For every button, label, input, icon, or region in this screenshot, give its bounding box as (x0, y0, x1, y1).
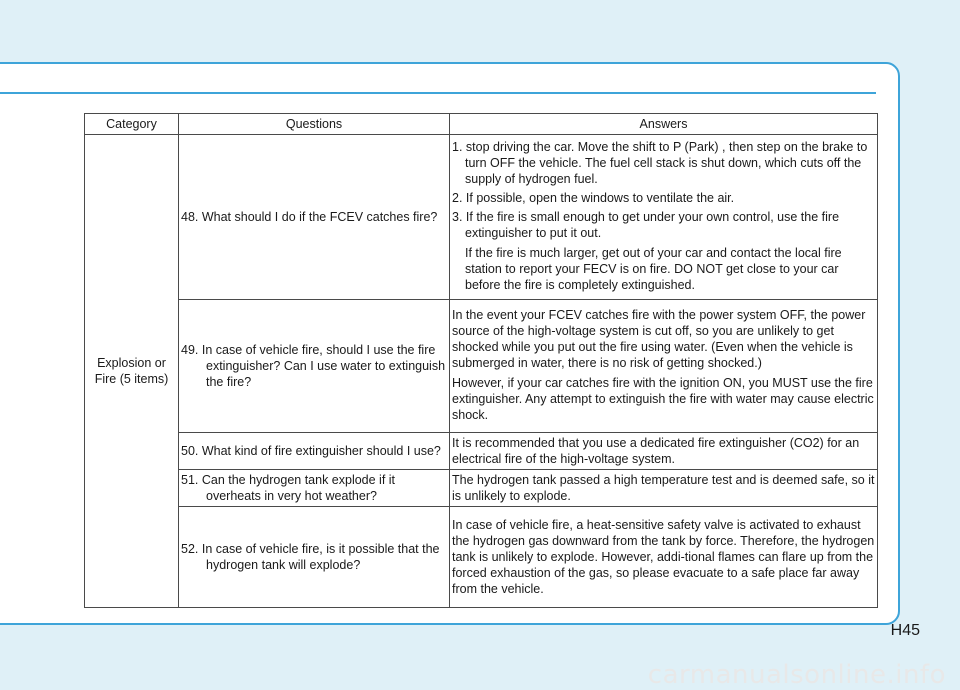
answer-text: It is recommended that you use a dedicated fire extinguisher (CO2) for an electrical fire of the high-voltage system. (452, 436, 860, 466)
column-header-category: Category (85, 114, 179, 135)
category-cell (85, 135, 179, 608)
question-text: 52. In case of vehicle fire, is it possible that the hydrogen tank will explode? (181, 542, 440, 572)
table-header-row (85, 114, 878, 135)
answer-step-3-note: If the fire is much larger, get out of your car and contact the local fire station to report your FECV is on fire. DO NOT get close to your car before the fire is completely extinguished. (465, 246, 842, 292)
question-text: 50. What kind of fire extinguisher should I use? (181, 444, 441, 458)
answer-cell (450, 507, 878, 608)
answer-step-1: 1. stop driving the car. Move the shift to P (Park) , then step on the brake to turn OFF the vehicle. The fuel cell stack is shut down, which cuts off the supply of hydrogen fuel. (452, 140, 868, 186)
category-label-line2: Fire (5 items) (94, 372, 169, 386)
question-cell (179, 300, 450, 433)
question-cell (179, 507, 450, 608)
table-row (85, 433, 878, 470)
table-row (85, 470, 878, 507)
answer-cell (450, 300, 878, 433)
question-cell (179, 470, 450, 507)
table-row (85, 135, 878, 300)
question-text: 51. Can the hydrogen tank explode if it overheats in very hot weather? (181, 473, 396, 503)
question-cell (179, 433, 450, 470)
question-cell (179, 135, 450, 300)
answer-paragraph-1: In the event your FCEV catches fire with the power system OFF, the power source of the high-voltage system is cut off, so you are unlikely to get shocked while you put out the fire using water. (Even when the vehicle is submerged in water, there is no risk of getting shocked.) (452, 308, 866, 370)
column-header-answers: Answers (450, 114, 878, 135)
answer-cell (450, 433, 878, 470)
answer-cell (450, 135, 878, 300)
answer-text: In case of vehicle fire, a heat-sensitive safety valve is activated to exhaust the hydrogen gas downward from the tank by force. Therefore, the hydrogen tank is unlikely to explode. However, addi-tional flames can flare up from the forced exhaustion of the gas, so please evacuate to a safe place far away from the vehicle. (452, 518, 875, 596)
question-text: 49. In case of vehicle fire, should I use the fire extinguisher? Can I use water to extinguish the fire? (181, 343, 446, 389)
answer-step-3: 3. If the fire is small enough to get under your own control, use the fire extinguisher to put it out. (452, 210, 840, 240)
faq-table (84, 113, 878, 608)
column-header-questions: Questions (179, 114, 450, 135)
answer-step-2: 2. If possible, open the windows to ventilate the air. (452, 191, 735, 205)
watermark: carmanualsonline.info (647, 660, 946, 690)
page-number: H45 (890, 622, 920, 639)
table-row (85, 507, 878, 608)
header-rule (0, 92, 876, 94)
category-label-line1: Explosion or (97, 356, 166, 370)
answer-cell (450, 470, 878, 507)
answer-text: The hydrogen tank passed a high temperature test and is deemed safe, so it is unlikely to explode. (452, 473, 875, 503)
question-text: 48. What should I do if the FCEV catches fire? (181, 210, 438, 224)
table-row (85, 300, 878, 433)
answer-paragraph-2: However, if your car catches fire with the ignition ON, you MUST use the fire extinguisher. Any attempt to extinguish the fire with water may cause electric shock. (452, 376, 874, 422)
